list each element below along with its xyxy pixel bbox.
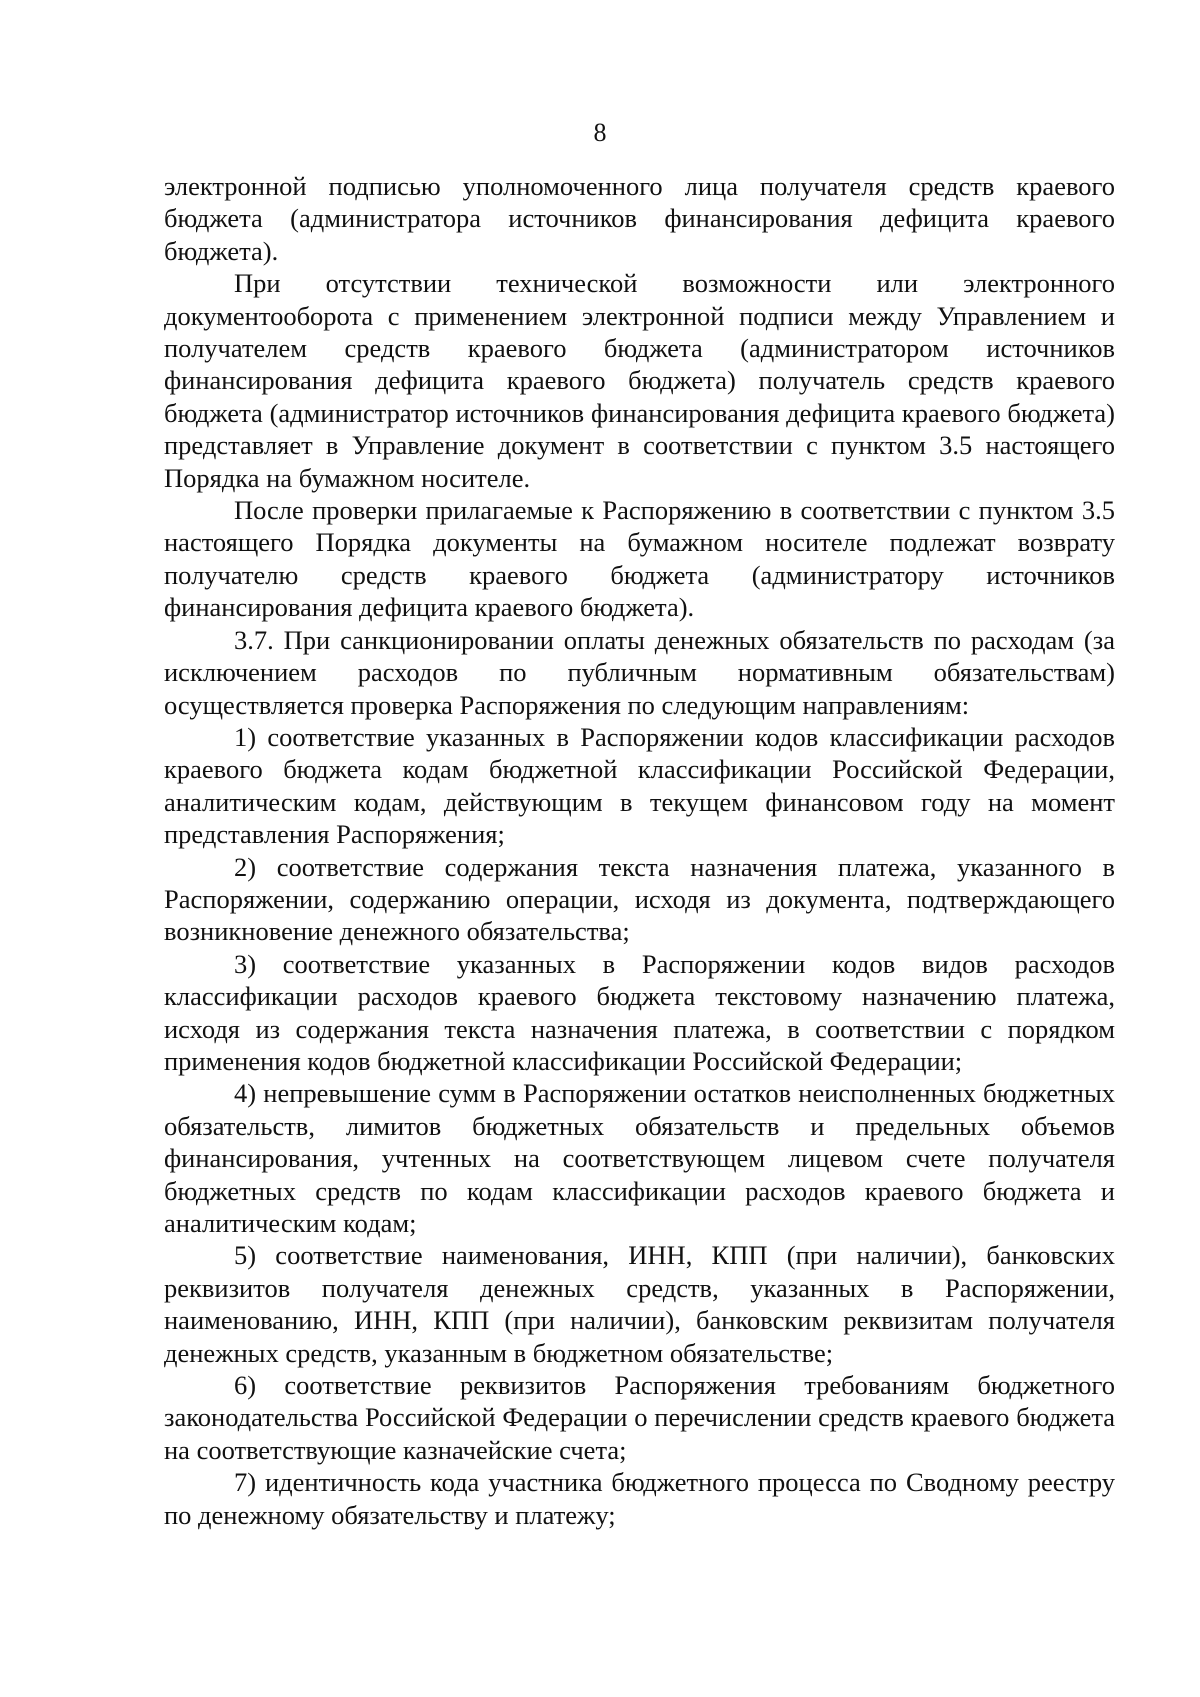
list-item-7: 7) идентичность кода участника бюджетного процесса по Сводному реестру по денежному обязательству и платежу;	[164, 1467, 1115, 1530]
list-item-1: 1) соответствие указанных в Распоряжении кодов классификации расходов краевого бюджета кодам бюджетной классификации Российской Федерации, аналитическим кодам, действующим в текущем финансовом году на момент представления Распоряжения;	[164, 721, 1115, 850]
paragraph-after-check: После проверки прилагаемые к Распоряжению в соответствии с пунктом 3.5 настоящего Порядка документы на бумажном носителе подлежат возврату получателю средств краевого бюджета (администратору источников финансирования дефицита краевого бюджета).	[164, 495, 1115, 623]
list-item-2: 2) соответствие содержания текста назначения платежа, указанного в Распоряжении, содержанию операции, исходя из документа, подтверждающего возникновение денежного обязательства;	[164, 851, 1115, 947]
page-number: 8	[593, 118, 607, 147]
document-body	[164, 170, 1115, 1531]
paragraph-3-7: 3.7. При санкционировании оплаты денежных обязательств по расходам (за исключением расходов по публичным нормативным обязательствам) осуществляется проверка Распоряжения по следующим направлениям:	[164, 624, 1115, 720]
list-item-5: 5) соответствие наименования, ИНН, КПП (при наличии), банковских реквизитов получателя денежных средств, указанных в Распоряжении, наименованию, ИНН, КПП (при наличии), банковским реквизитам получателя денежных средств, указанным в бюджетном обязательстве;	[164, 1240, 1115, 1368]
list-item-3: 3) соответствие указанных в Распоряжении кодов видов расходов классификации расходов краевого бюджета текстовому назначению платежа, исходя из содержания текста назначения платежа, в соответствии с порядком применения кодов бюджетной классификации Российской Федерации;	[164, 948, 1115, 1076]
paragraph-continuation: электронной подписью уполномоченного лица получателя средств краевого бюджета (администратора источников финансирования дефицита краевого бюджета).	[164, 171, 1115, 266]
paragraph-no-technical-possibility: При отсутствии технической возможности или электронного документооборота с применением электронной подписи между Управлением и получателем средств краевого бюджета (администратором источников финансирования дефицита краевого бюджета) получатель средств краевого бюджета (администратор источников финансирования дефицита краевого бюджета) представляет в Управление документ в соответствии с пунктом 3.5 настоящего Порядка на бумажном носителе.	[164, 268, 1115, 493]
list-item-6: 6) соответствие реквизитов Распоряжения требованиям бюджетного законодательства Российской Федерации о перечислении средств краевого бюджета на соответствующие казначейские счета;	[164, 1370, 1115, 1465]
list-item-4: 4) непревышение сумм в Распоряжении остатков неисполненных бюджетных обязательств, лимитов бюджетных обязательств и предельных объемов финансирования, учтенных на соответствующем лицевом счете получателя бюджетных средств по кодам классификации расходов краевого бюджета и аналитическим кодам;	[164, 1078, 1115, 1238]
